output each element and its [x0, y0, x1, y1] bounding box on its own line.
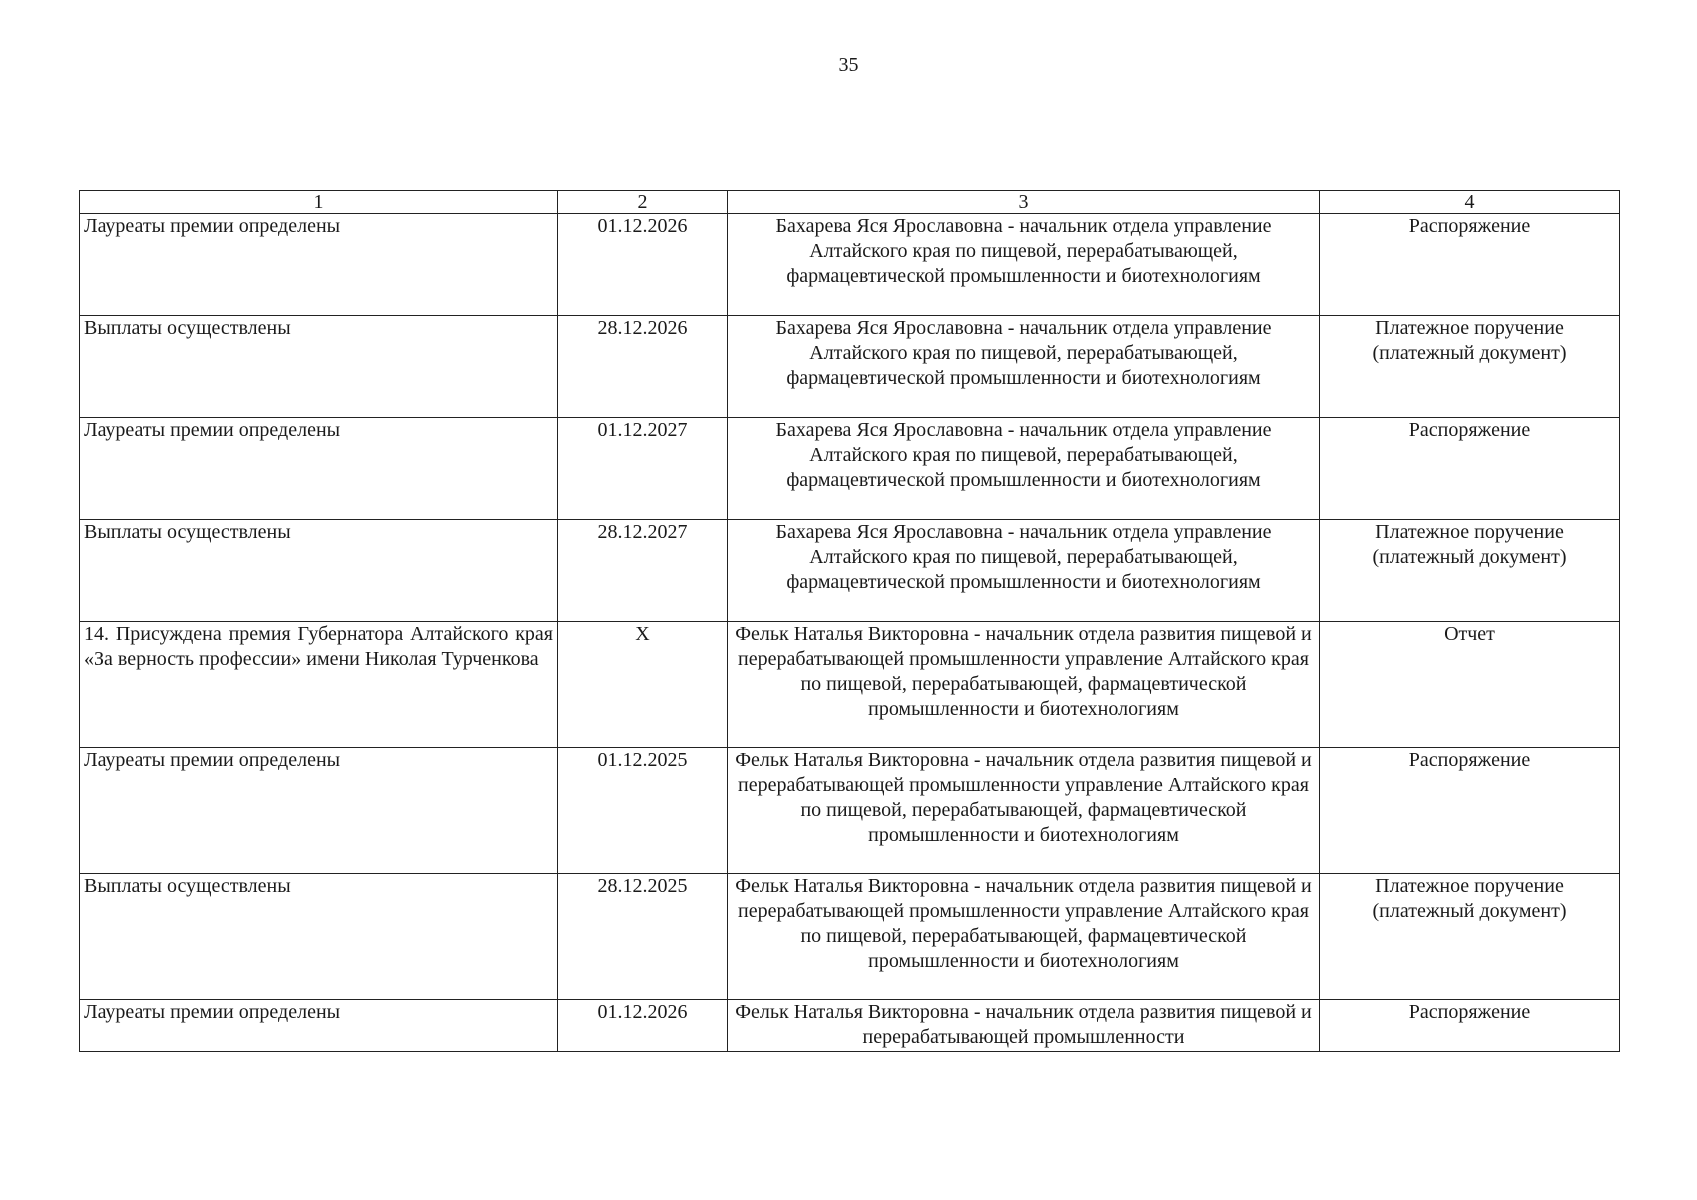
events-table — [79, 190, 1620, 1052]
event-cell: Лауреаты премии определены — [80, 748, 558, 874]
date-cell: 28.12.2027 — [558, 520, 728, 622]
event-cell: 14. Присуждена премия Губернатора Алтайского края «За верность профессии» имени Николая Турченкова — [80, 622, 558, 748]
table-row — [80, 748, 1620, 874]
table-header-row — [80, 191, 1620, 214]
table-row — [80, 214, 1620, 316]
date-cell: 01.12.2026 — [558, 1000, 728, 1052]
document-cell: Распоряжение — [1320, 748, 1620, 874]
document-cell: Платежное поручение (платежный документ) — [1320, 520, 1620, 622]
table-row — [80, 520, 1620, 622]
table-row — [80, 418, 1620, 520]
responsible-cell: Бахарева Яся Ярославовна - начальник отдела управление Алтайского края по пищевой, перерабатывающей, фармацевтической промышленности и биотехнологиям — [728, 520, 1320, 622]
document-cell: Распоряжение — [1320, 214, 1620, 316]
document-cell: Отчет — [1320, 622, 1620, 748]
date-cell: 01.12.2027 — [558, 418, 728, 520]
event-cell: Лауреаты премии определены — [80, 214, 558, 316]
table-row — [80, 622, 1620, 748]
document-cell: Платежное поручение (платежный документ) — [1320, 874, 1620, 1000]
date-cell: 28.12.2025 — [558, 874, 728, 1000]
column-header: 3 — [728, 191, 1320, 214]
date-cell: 01.12.2025 — [558, 748, 728, 874]
table-row — [80, 874, 1620, 1000]
responsible-cell: Фельк Наталья Викторовна - начальник отдела развития пищевой и перерабатывающей промышленности управление Алтайского края по пищевой, перерабатывающей, фармацевтической промышленности и биотехнологиям — [728, 874, 1320, 1000]
column-header: 1 — [80, 191, 558, 214]
responsible-cell: Фельк Наталья Викторовна - начальник отдела развития пищевой и перерабатывающей промышленности — [728, 1000, 1320, 1052]
document-cell: Платежное поручение (платежный документ) — [1320, 316, 1620, 418]
document-cell: Распоряжение — [1320, 418, 1620, 520]
event-cell: Лауреаты премии определены — [80, 1000, 558, 1052]
column-header: 4 — [1320, 191, 1620, 214]
responsible-cell: Бахарева Яся Ярославовна - начальник отдела управление Алтайского края по пищевой, перерабатывающей, фармацевтической промышленности и биотехнологиям — [728, 214, 1320, 316]
date-cell: X — [558, 622, 728, 748]
responsible-cell: Фельк Наталья Викторовна - начальник отдела развития пищевой и перерабатывающей промышленности управление Алтайского края по пищевой, перерабатывающей, фармацевтической промышленности и биотехнологиям — [728, 622, 1320, 748]
responsible-cell: Фельк Наталья Викторовна - начальник отдела развития пищевой и перерабатывающей промышленности управление Алтайского края по пищевой, перерабатывающей, фармацевтической промышленности и биотехнологиям — [728, 748, 1320, 874]
responsible-cell: Бахарева Яся Ярославовна - начальник отдела управление Алтайского края по пищевой, перерабатывающей, фармацевтической промышленности и биотехнологиям — [728, 418, 1320, 520]
table-row — [80, 1000, 1620, 1052]
document-cell: Распоряжение — [1320, 1000, 1620, 1052]
event-cell: Выплаты осуществлены — [80, 316, 558, 418]
date-cell: 28.12.2026 — [558, 316, 728, 418]
date-cell: 01.12.2026 — [558, 214, 728, 316]
event-cell: Лауреаты премии определены — [80, 418, 558, 520]
column-header: 2 — [558, 191, 728, 214]
page-number: 35 — [838, 54, 859, 76]
table-row — [80, 316, 1620, 418]
responsible-cell: Бахарева Яся Ярославовна - начальник отдела управление Алтайского края по пищевой, перерабатывающей, фармацевтической промышленности и биотехнологиям — [728, 316, 1320, 418]
event-cell: Выплаты осуществлены — [80, 520, 558, 622]
event-cell: Выплаты осуществлены — [80, 874, 558, 1000]
